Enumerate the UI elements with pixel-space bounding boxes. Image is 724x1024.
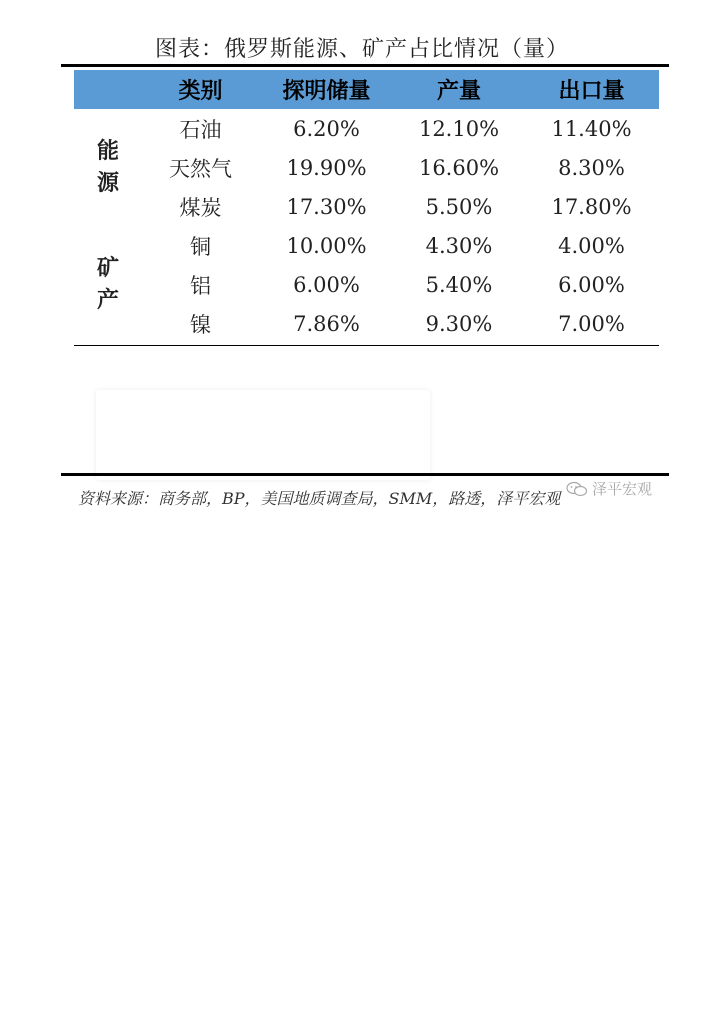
header-category: 类别 (142, 70, 259, 109)
watermark-text: 泽平宏观 (592, 480, 653, 498)
table-row (74, 109, 659, 148)
header-group (74, 70, 142, 109)
cell-exports: 4.00% (558, 233, 625, 258)
cell-exports: 6.00% (558, 272, 625, 297)
table-bottom-rule (74, 345, 659, 346)
cell-category: 镍 (190, 312, 211, 337)
table-row (74, 226, 659, 265)
top-rule (61, 64, 669, 67)
footer-rule (61, 473, 669, 476)
table-row (74, 187, 659, 226)
cell-exports: 7.00% (558, 311, 625, 336)
cell-category: 铜 (190, 234, 211, 259)
cell-category: 煤炭 (179, 195, 222, 220)
cell-reserves: 6.20% (293, 116, 360, 141)
cell-production: 5.50% (425, 194, 493, 219)
group-label-char: 源 (96, 170, 119, 196)
cell-production: 12.10% (418, 116, 500, 141)
cell-production: 16.60% (418, 155, 500, 180)
group-label-energy (74, 109, 142, 226)
table-row (74, 265, 659, 304)
header-reserves: 探明储量 (259, 70, 394, 109)
cell-reserves: 17.30% (286, 194, 367, 219)
cell-production: 4.30% (425, 233, 493, 258)
cell-reserves: 7.86% (293, 311, 360, 336)
cell-exports: 11.40% (551, 116, 632, 141)
figure-title: 图表：俄罗斯能源、矿产占比情况（量） (154, 37, 569, 62)
table-header-row (74, 70, 659, 109)
source-note: 资料来源：商务部，BP，美国地质调查局，SMM，路透，泽平宏观 (78, 489, 561, 508)
data-table (74, 70, 659, 343)
group-label-minerals (74, 226, 142, 343)
header-production: 产量 (394, 70, 524, 109)
header-exports: 出口量 (524, 70, 659, 109)
table-row (74, 304, 659, 343)
cell-production: 5.40% (425, 272, 493, 297)
cell-reserves: 6.00% (293, 272, 360, 297)
cell-category: 铝 (190, 273, 211, 298)
blank-card (96, 390, 430, 480)
cell-reserves: 10.00% (286, 233, 367, 258)
cell-exports: 8.30% (558, 155, 625, 180)
cell-exports: 17.80% (551, 194, 632, 219)
cell-category: 石油 (179, 117, 222, 142)
table-row (74, 148, 659, 187)
group-label-char: 能 (96, 138, 119, 164)
group-label-char: 产 (96, 287, 119, 313)
cell-production: 9.30% (425, 311, 493, 336)
group-label-char: 矿 (96, 255, 119, 281)
watermark (566, 478, 652, 499)
cell-category: 天然气 (169, 156, 232, 181)
cell-reserves: 19.90% (286, 155, 367, 180)
wechat-icon (566, 481, 588, 497)
